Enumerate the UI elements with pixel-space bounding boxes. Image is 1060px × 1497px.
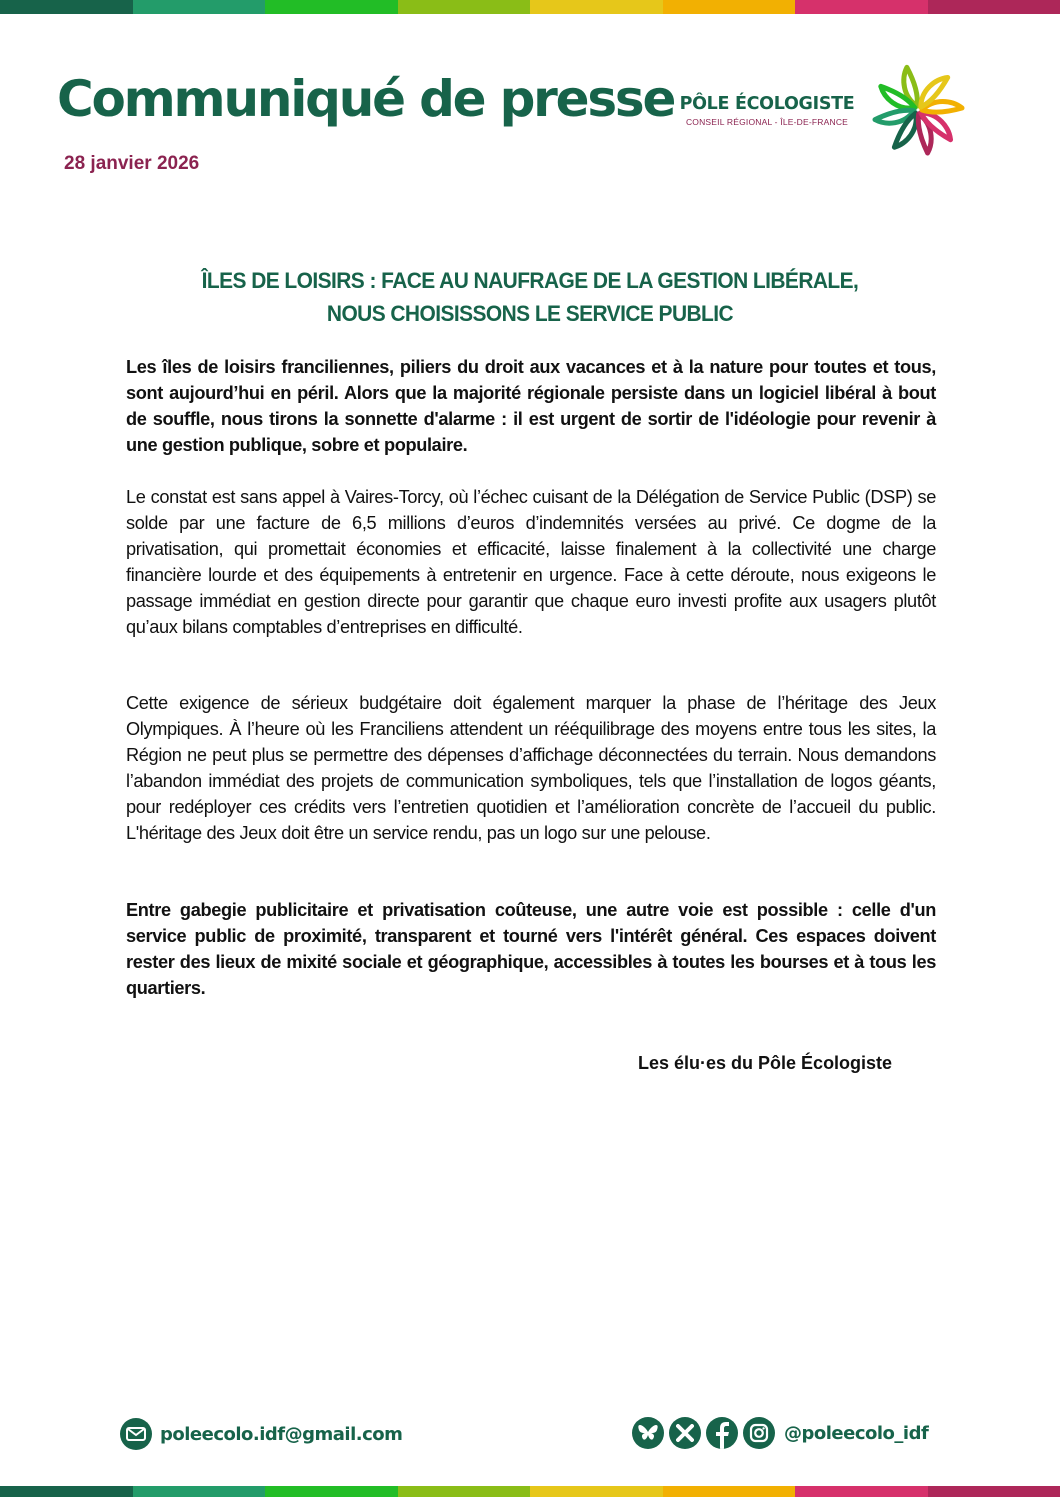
email-address-link[interactable]: poleecolo.idf@gmail.com xyxy=(160,1423,403,1445)
instagram-icon[interactable] xyxy=(743,1417,775,1449)
top-color-bar xyxy=(0,0,1060,14)
color-segment xyxy=(265,1486,398,1497)
intro-paragraph: Les îles de loisirs franciliennes, piliers du droit aux vacances et à la nature pour toutes et tous, sont aujourd’hui en péril. Alors que la majorité régionale persiste dans un logiciel libéral à bout de souffle, nous tirons la sonnette d'alarme : il est urgent de sortir de l'idéologie pour revenir à une gestion publique, sobre et populaire. xyxy=(126,357,936,455)
color-segment xyxy=(265,0,398,14)
footer-email[interactable] xyxy=(120,1418,402,1450)
color-segment xyxy=(133,0,266,14)
bluesky-icon[interactable] xyxy=(632,1417,664,1449)
color-segment xyxy=(663,0,796,14)
page-title: Communiqué de presse xyxy=(57,70,675,128)
body-paragraph: Le constat est sans appel à Vaires-Torcy, où l’échec cuisant de la Délégation de Service Public (DSP) se solde par une facture de 6,5 millions d’euros d’indemnités versées au privé. Ce dogme de la privatisation, qui promettait économies et efficacité, laisse finalement à la collectivité une charge financière lourde et des équipements à entretenir en urgence. Face à cette déroute, nous exigeons le passage immédiat en gestion directe pour garantir que chaque euro investi profite aux usagers plutôt qu’aux bilans comptables d’entreprises en difficulté. xyxy=(126,487,936,637)
facebook-icon[interactable] xyxy=(706,1417,738,1449)
color-segment xyxy=(133,1486,266,1497)
color-segment xyxy=(0,0,133,14)
signature: Les élu·es du Pôle Écologiste xyxy=(638,1053,893,1073)
flower-logo-icon xyxy=(868,60,968,160)
headline-line-2: NOUS CHOISISSONS LE SERVICE PUBLIC xyxy=(326,301,734,326)
organization-name: PÔLE ÉCOLOGISTE xyxy=(679,94,855,114)
color-segment xyxy=(530,1486,663,1497)
color-segment xyxy=(795,1486,928,1497)
color-segment xyxy=(398,0,531,14)
publication-date: 28 janvier 2026 xyxy=(64,153,200,174)
body-paragraph: Cette exigence de sérieux budgétaire doit également marquer la phase de l’héritage des Jeux Olympiques. À l’heure où les Franciliens attendent un rééquilibrage des moyens entre tous les sites, la Région ne peut plus se permettre des dépenses d’affichage déconnectées du terrain. Nous demandons l’abandon immédiat des projets de communication symboliques, tels que l’installation de logos géants, pour redéployer ces crédits vers l’entretien quotidien et l’amélioration concrète de l’accueil du public. L'héritage des Jeux doit être un service rendu, pas un logo sur une pelouse. xyxy=(126,693,936,843)
headline-line-1: ÎLES DE LOISIRS : FACE AU NAUFRAGE DE LA GESTION LIBÉRALE, xyxy=(201,268,859,293)
color-segment xyxy=(795,0,928,14)
social-handle-link[interactable]: @poleecolo_idf xyxy=(784,1422,929,1444)
color-segment xyxy=(0,1486,133,1497)
footer-social-links xyxy=(632,1417,928,1449)
press-release-headline xyxy=(130,264,930,330)
color-segment xyxy=(398,1486,531,1497)
color-segment xyxy=(530,0,663,14)
x-icon[interactable] xyxy=(669,1417,701,1449)
conclusion-paragraph: Entre gabegie publicitaire et privatisation coûteuse, une autre voie est possible : celle d'un service public de proximité, transparent et tourné vers l'intérêt général. Ces espaces doivent rester des lieux de mixité sociale et géographique, accessibles à toutes les bourses et à tous les quartiers. xyxy=(126,900,936,998)
organization-subtitle: CONSEIL RÉGIONAL - ÎLE-DE-FRANCE xyxy=(685,116,849,127)
bottom-color-bar xyxy=(0,1486,1060,1497)
organization-logo-text xyxy=(677,96,857,127)
color-segment xyxy=(663,1486,796,1497)
color-segment xyxy=(928,0,1060,14)
envelope-icon xyxy=(120,1418,152,1450)
color-segment xyxy=(928,1486,1060,1497)
